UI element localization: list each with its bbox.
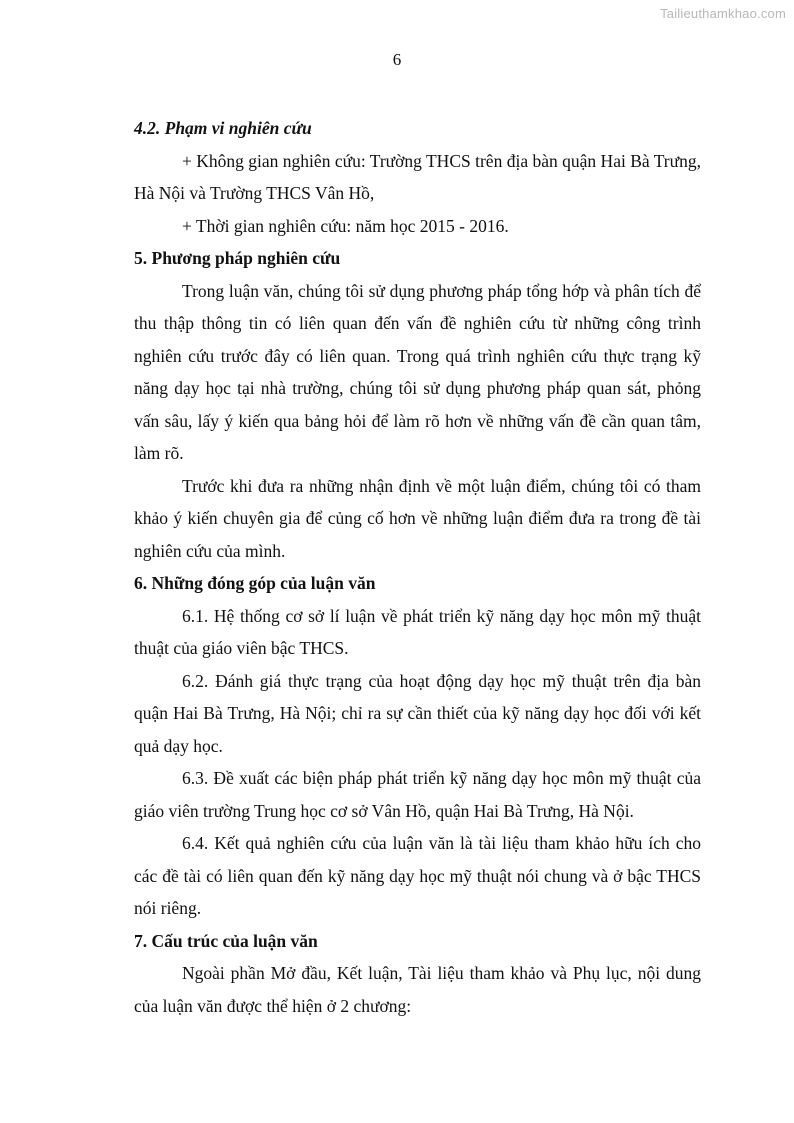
page-number: 6	[392, 50, 402, 69]
watermark: Tailieuthamkhao.com	[660, 6, 786, 21]
contribution-6-1: 6.1. Hệ thống cơ sở lí luận về phát triển kỹ năng dạy học môn mỹ thuật thuật của giáo viên bậc THCS.	[134, 605, 701, 658]
contribution-6-3: 6.3. Đề xuất các biện pháp phát triển kỹ năng dạy học môn mỹ thuật của giáo viên trường Trung học cơ sở Vân Hồ, quận Hai Bà Trưng, Hà Nội.	[134, 768, 701, 821]
section-7-heading: 7. Cấu trúc của luận văn	[134, 930, 318, 951]
contribution-6-2: 6.2. Đánh giá thực trạng của hoạt động dạy học mỹ thuật trên địa bàn quận Hai Bà Trưng, Hà Nội; chỉ ra sự cần thiết của kỹ năng dạy học đối với kết quả dạy học.	[134, 670, 701, 756]
structure-paragraph: Ngoài phần Mở đầu, Kết luận, Tài liệu tham khảo và Phụ lục, nội dung của luận văn được thể hiện ở 2 chương:	[134, 963, 701, 1016]
scope-time-paragraph: + Thời gian nghiên cứu: năm học 2015 - 2016.	[182, 215, 509, 236]
contribution-6-4: 6.4. Kết quả nghiên cứu của luận văn là tài liệu tham khảo hữu ích cho các đề tài có liên quan đến kỹ năng dạy học mỹ thuật nói chung và ở bậc THCS nói riêng.	[134, 833, 701, 918]
document-body	[134, 112, 701, 1022]
section-4-2-heading: 4.2. Phạm vi nghiên cứu	[134, 118, 312, 138]
methods-paragraph-1: Trong luận văn, chúng tôi sử dụng phương pháp tổng hớp và phân tích để thu thập thông tin có liên quan đến vấn đề nghiên cứu từ những công trình nghiên cứu trước đây có liên quan. Trong quá trình nghiên cứu thực trạng kỹ năng dạy học tại nhà trường, chúng tôi sử dụng phương pháp quan sát, phỏng vấn sâu, lấy ý kiến qua bảng hỏi để làm rõ hơn về những vấn đề cần quan tâm, làm rõ.	[134, 280, 701, 463]
scope-space-paragraph: + Không gian nghiên cứu: Trường THCS trên địa bàn quận Hai Bà Trưng, Hà Nội và Trường THCS Vân Hồ,	[134, 150, 701, 203]
section-6-heading: 6. Những đóng góp của luận văn	[134, 573, 376, 593]
section-5-heading: 5. Phương pháp nghiên cứu	[134, 248, 341, 268]
methods-paragraph-2: Trước khi đưa ra những nhận định về một luận điểm, chúng tôi có tham khảo ý kiến chuyên gia để củng cố hơn về những luận điểm đưa ra trong đề tài nghiên cứu của mình.	[134, 475, 701, 561]
